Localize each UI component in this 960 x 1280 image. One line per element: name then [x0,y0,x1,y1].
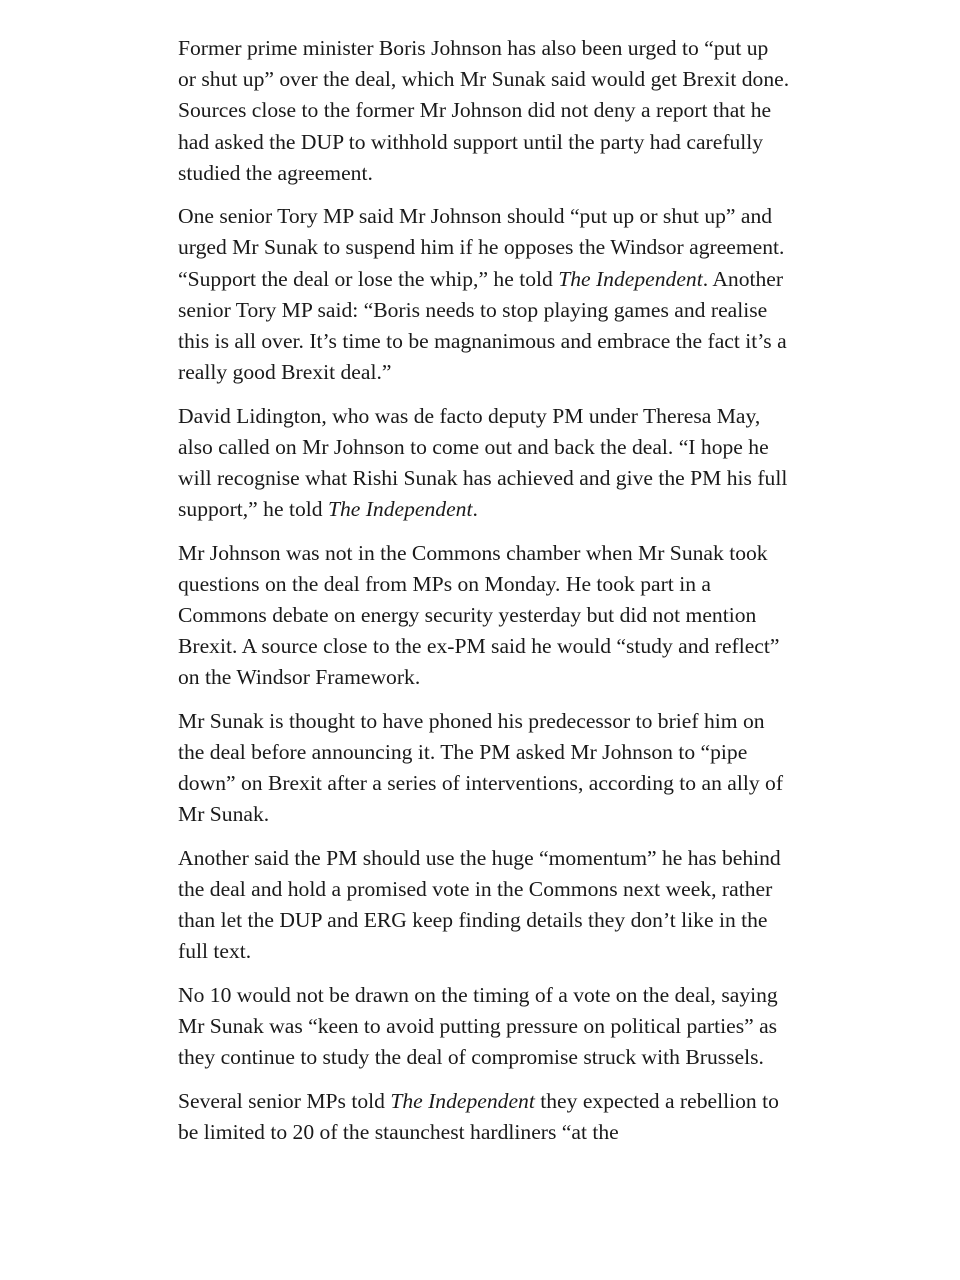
paragraph-text: Mr Sunak is thought to have phoned his predecessor to brief him on the deal before announcing it. The PM asked Mr Johnson to “pipe down” on Brexit after a series of interventions, according to an ally of Mr Sunak. [178,708,784,827]
article-paragraph [178,538,790,694]
article-paragraph [178,401,790,526]
paragraph-text: Mr Johnson was not in the Commons chamber when Mr Sunak took questions on the deal from MPs on Monday. He took part in a Commons debate on energy security yesterday but did not mention Brexit. A source close to the ex-PM said he would “study and reflect” on the Windsor Framework. [178,540,780,690]
publication-name: The Independent [390,1088,535,1113]
paragraph-text: Several senior MPs told [178,1088,391,1113]
article-paragraph [178,1086,790,1148]
article-paragraph [178,706,790,831]
paragraph-text: One senior Tory MP said Mr Johnson should “put up or shut up” and urged Mr Sunak to suspend him if he opposes the Windsor agreement. “Support the deal or lose the whip,” he told [178,204,785,291]
paragraph-text: Former prime minister Boris Johnson has also been urged to “put up or shut up” over the deal, which Mr Sunak said would get Brexit done. Sources close to the former Mr Johnson did not deny a report that he had asked the DUP to withhold support until the party had carefully studied the agreement. [178,36,790,185]
paragraph-text: . [472,497,478,522]
paragraph-text: No 10 would not be drawn on the timing of a vote on the deal, saying Mr Sunak was “keen to avoid putting pressure on political parties” as they continue to study the deal of compromise struck with Brussels. [178,982,778,1070]
paragraph-text: David Lidington, who was de facto deputy PM under Theresa May, also called on Mr Johnson to come out and back the deal. “I hope he will recognise what Rishi Sunak has achieved and give the PM his full support,” he told [178,403,788,522]
paragraph-text: . Another senior Tory MP said: “Boris needs to stop playing games and realise this is all over. It’s time to be magnanimous and embrace the fact it’s a really good Brexit deal.” [178,266,787,385]
article-paragraph [178,33,790,189]
paragraph-text: Another said the PM should use the huge “momentum” he has behind the deal and hold a promised vote in the Commons next week, rather than let the DUP and ERG keep finding details they don’t like in the full text. [178,845,781,964]
article-paragraph [178,201,790,388]
article-body [178,33,790,1160]
paragraph-text: they expected a rebellion to be limited to 20 of the staunchest hardliners “at the [178,1088,779,1144]
publication-name: The Independent [558,266,703,291]
article-paragraph [178,843,790,968]
publication-name: The Independent [327,497,473,522]
article-paragraph [178,980,790,1074]
